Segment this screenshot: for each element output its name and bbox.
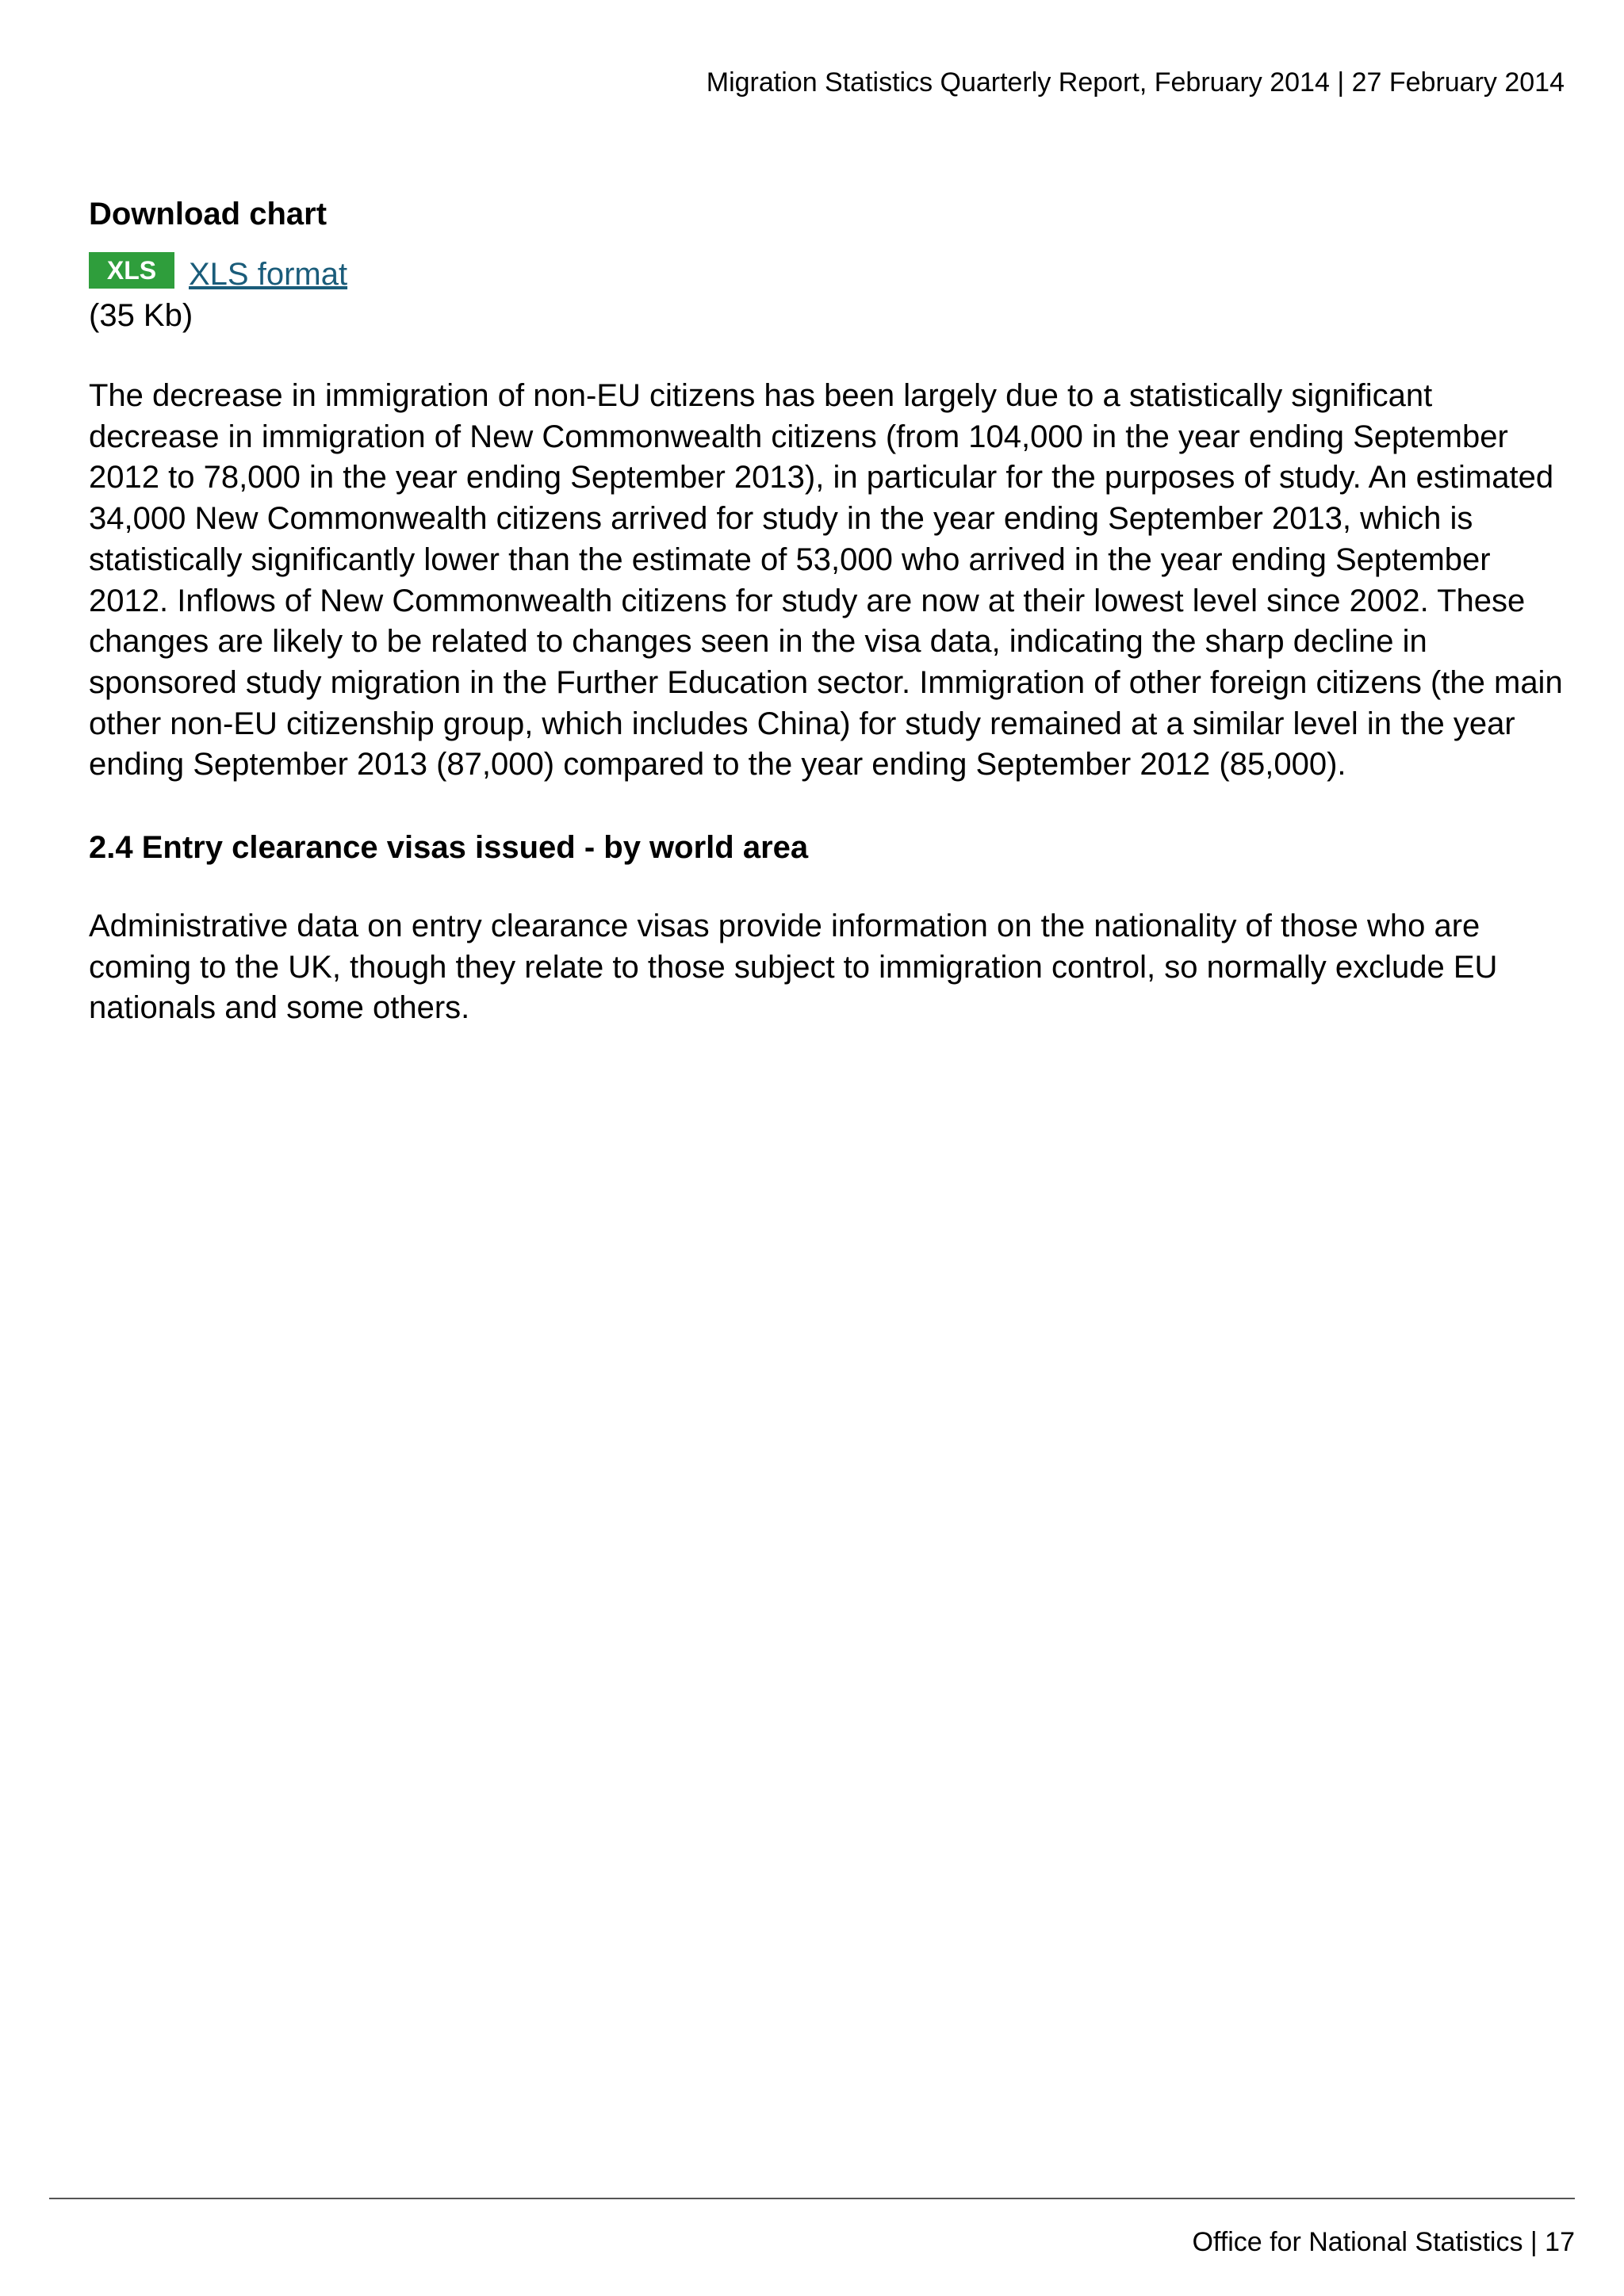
xls-format-link[interactable]: XLS format: [189, 257, 348, 292]
section-heading: 2.4 Entry clearance visas issued - by world area: [89, 830, 809, 866]
footer-page-info: Office for National Statistics | 17: [1192, 2227, 1575, 2257]
download-chart-title: Download chart: [89, 197, 327, 232]
footer-divider: [49, 2198, 1575, 2199]
body-paragraph-2: Administrative data on entry clearance visas provide information on the nationality of those who are coming to the UK, though they relate to those subject to immigration control, so normally exclude EU nationals and some others.: [89, 909, 1498, 1026]
file-size: (35 Kb): [89, 298, 193, 333]
body-paragraph-1: The decrease in immigration of non-EU citizens has been largely due to a statistically significant decrease in immigration of New Commonwealth citizens (from 104,000 in the year ending September 2012 to 78,000 in the year ending September 2013), in particular for the purposes of study. An estimated 34,000 New Commonwealth citizens arrived for study in the year ending September 2013, which is statistically significantly lower than the estimate of 53,000 who arrived in the year ending September 2012. Inflows of New Commonwealth citizens for study are now at their lowest level since 2002. These changes are likely to be related to changes seen in the visa data, indicating the sharp decline in sponsored study migration in the Further Education sector. Immigration of other foreign citizens (the main other non-EU citizenship group, which includes China) for study remained at a similar level in the year ending September 2013 (87,000) compared to the year ending September 2012 (85,000).: [89, 378, 1563, 783]
xls-file-icon: XLS: [89, 252, 174, 289]
running-header: Migration Statistics Quarterly Report, February 2014 | 27 February 2014: [706, 67, 1565, 98]
page-content: [89, 193, 1564, 1029]
xls-download-row: [89, 251, 1564, 295]
